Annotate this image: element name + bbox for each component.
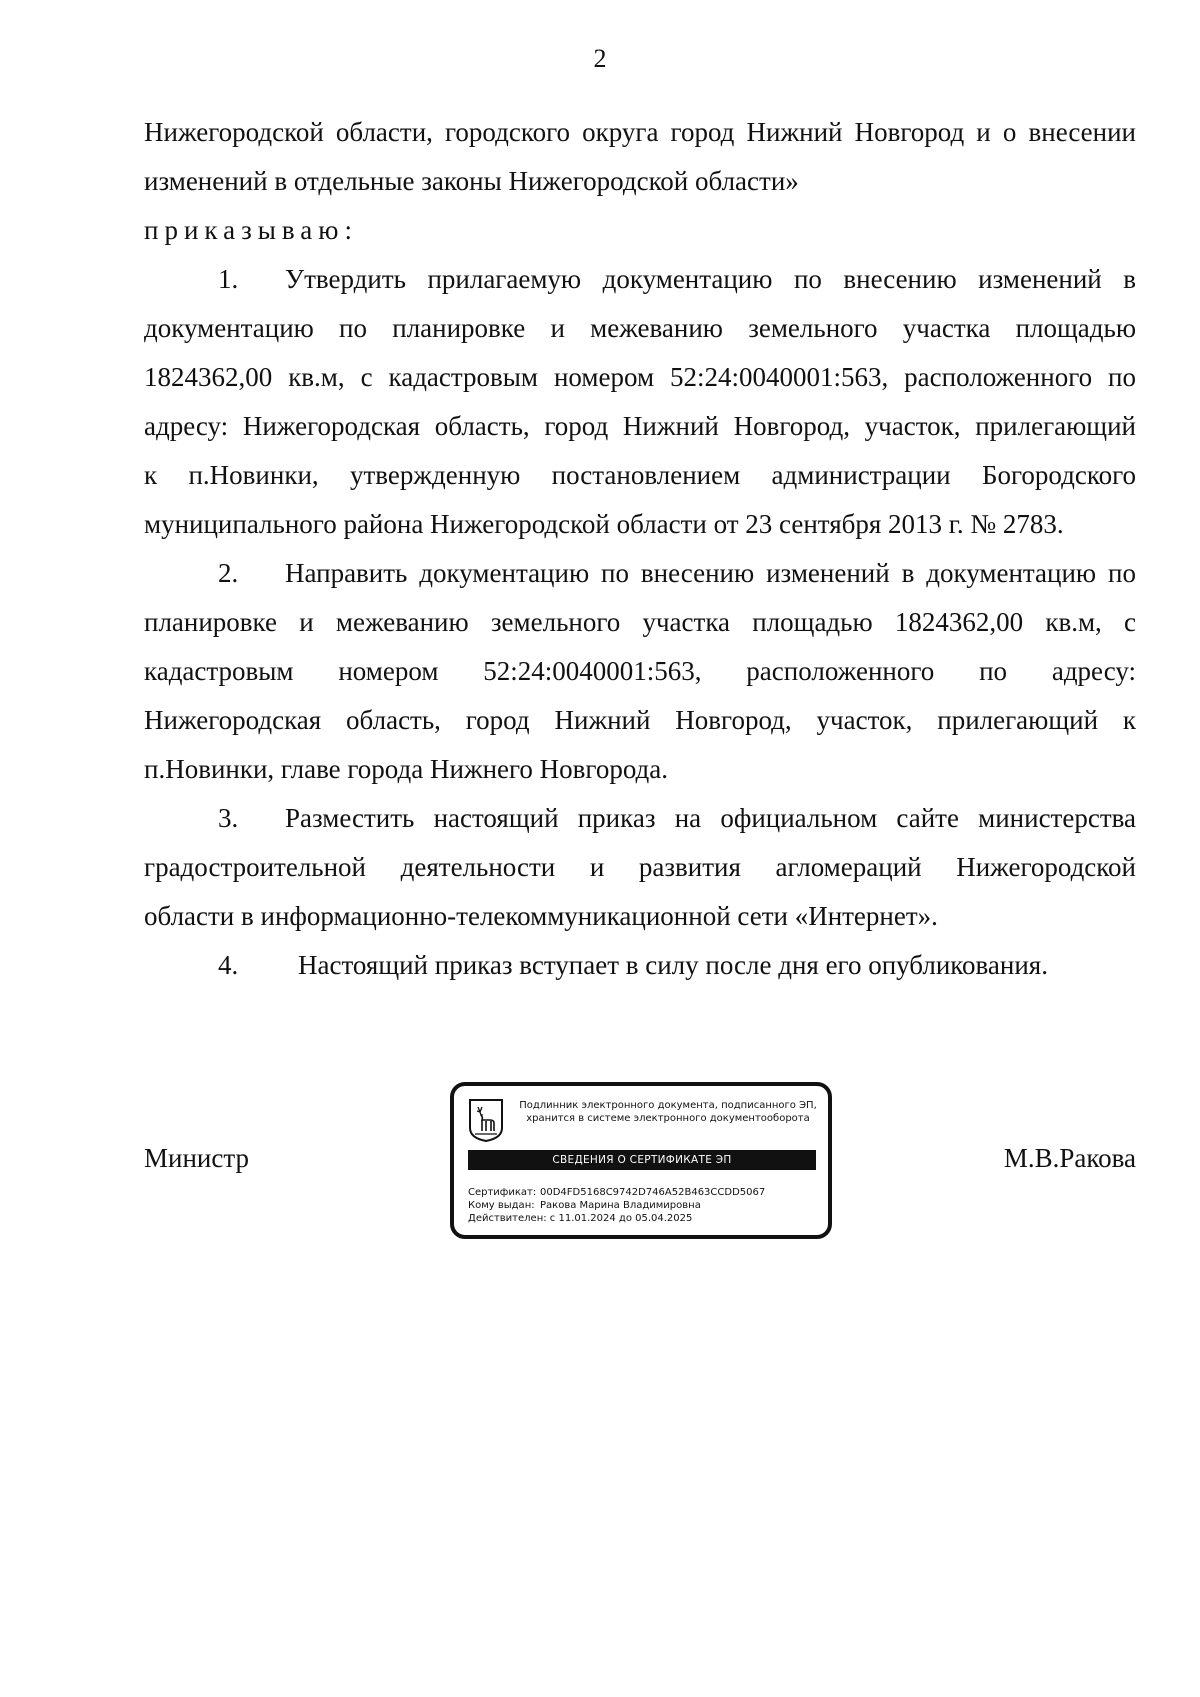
- item-line: градостроительной деятельности и развития агломераций Нижегородской: [144, 852, 1136, 882]
- page-number: 2: [593, 44, 607, 73]
- signatory-position: Министр: [144, 1143, 249, 1173]
- intro-line: Нижегородской области, городского округа город Нижний Новгород и о внесении: [144, 117, 1136, 147]
- certificate-label: Сертификат:: [468, 1187, 537, 1198]
- item-line: п.Новинки, главе города Нижнего Новгорода.: [144, 754, 669, 784]
- item-line: Настоящий приказ вступает в силу после дня его опубликования.: [298, 950, 1048, 980]
- order-item-3: [144, 794, 1136, 941]
- item-line: муниципального района Нижегородской области от 23 сентября 2013 г. № 2783.: [144, 509, 1064, 539]
- certificate-details: [468, 1186, 765, 1225]
- item-line: адресу: Нижегородская область, город Нижний Новгород, участок, прилегающий: [144, 411, 1136, 441]
- stamp-header-line: Подлинник электронного документа, подписанного ЭП,: [519, 1100, 817, 1111]
- item-number: 2.: [218, 558, 239, 588]
- issued-to-label: Кому выдан:: [468, 1200, 535, 1211]
- item-line: 1824362,00 кв.м, с кадастровым номером 52:24:0040001:563, расположенного по: [144, 362, 1136, 392]
- issued-to-value: Ракова Марина Владимировна: [540, 1200, 701, 1211]
- order-word: приказываю:: [144, 215, 358, 245]
- intro-line: изменений в отдельные законы Нижегородской области»: [144, 166, 799, 196]
- stamp-header: [510, 1099, 826, 1125]
- stamp-header-line: хранится в системе электронного документооборота: [526, 1113, 810, 1124]
- intro-paragraph: [144, 108, 1136, 206]
- item-line: к п.Новинки, утвержденную постановлением администрации Богородского: [144, 460, 1136, 490]
- item-line: Нижегородская область, город Нижний Новгород, участок, прилегающий к: [144, 705, 1136, 735]
- validity-period: Действителен: с 11.01.2024 до 05.04.2025: [468, 1213, 693, 1224]
- item-number: 4.: [218, 950, 239, 980]
- order-item-4: [144, 941, 1136, 990]
- deer-emblem-icon: [468, 1098, 504, 1142]
- electronic-signature-stamp: [450, 1082, 832, 1239]
- order-item-1: [144, 255, 1136, 549]
- certificate-value: 00D4FD5168C9742D746A52B463CCDD5067: [540, 1187, 766, 1198]
- signatory-name: М.В.Ракова: [1003, 1143, 1136, 1173]
- document-body: [144, 108, 1136, 990]
- item-line: планировке и межеванию земельного участка площадью 1824362,00 кв.м, с: [144, 607, 1136, 637]
- order-item-2: [144, 549, 1136, 794]
- item-line: области в информационно-телекоммуникационной сети «Интернет».: [144, 901, 938, 931]
- item-line: Утвердить прилагаемую документацию по внесению изменений в: [285, 264, 1136, 294]
- item-number: 3.: [218, 803, 239, 833]
- item-number: 1.: [218, 264, 239, 294]
- item-line: Разместить настоящий приказ на официальном сайте министерства: [285, 803, 1136, 833]
- item-line: документацию по планировке и межеванию земельного участка площадью: [144, 313, 1136, 343]
- item-line: Направить документацию по внесению изменений в документацию по: [285, 558, 1136, 588]
- certificate-info-bar: СВЕДЕНИЯ О СЕРТИФИКАТЕ ЭП: [468, 1150, 816, 1170]
- item-line: кадастровым номером 52:24:0040001:563, расположенного по адресу:: [144, 656, 1136, 686]
